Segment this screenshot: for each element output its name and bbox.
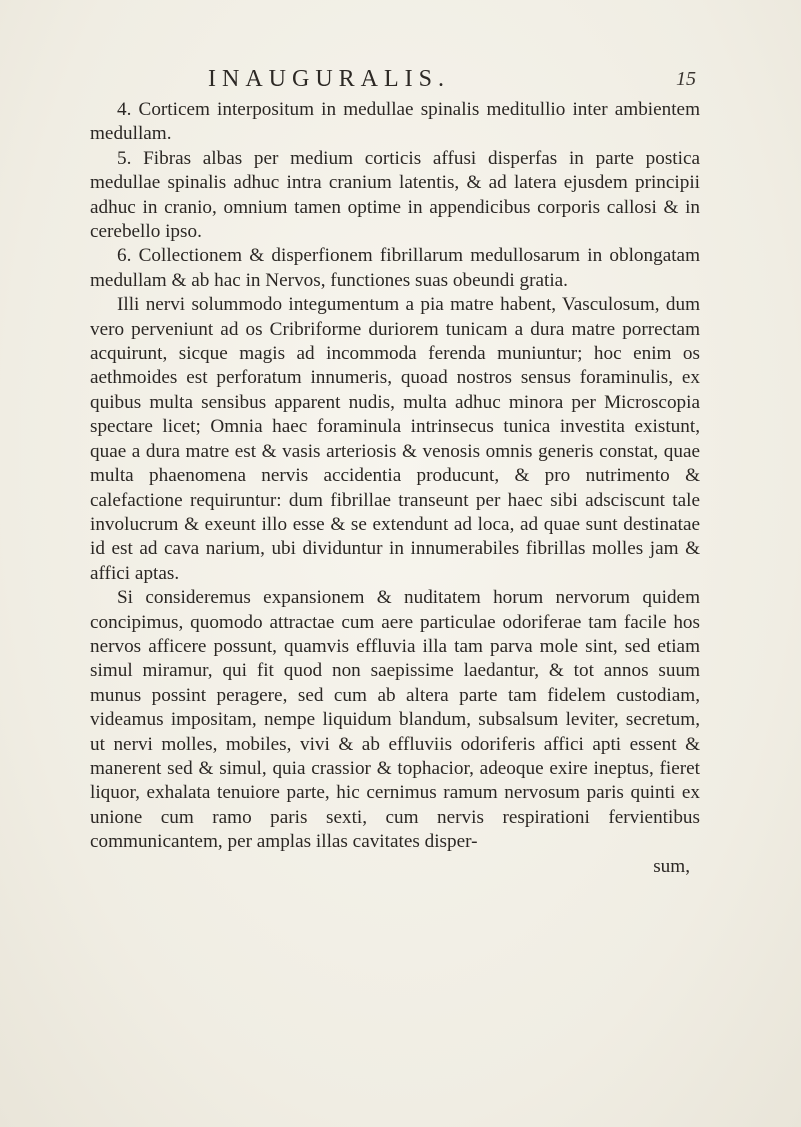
paragraph-item-5: 5. Fibras albas per medium corticis affusi disperfas in parte postica medullae spinalis adhuc intra cranium latentis, & ad latera ejusdem principii adhuc in cranio, omnium tamen optime in appendicibus corporis callosi & in cerebello ipso. xyxy=(90,147,700,243)
page-number: 15 xyxy=(676,68,696,90)
paragraph-olfactory-nerves: Illi nervi solummodo integumentum a pia matre habent, Vasculosum, dum vero perveniunt ad os Cribriforme duriorem tunicam a dura matre porrectam acquirunt, sicque magis ad incommoda ferenda muniuntur; hoc enim os aethmoides est perforatum innumeris, quoad nostros sensus foraminulis, ex quibus multa sensibus apparent nudis, multa adhuc minora per Microscopia spectare licet; Omnia haec foraminula intrinsecus tunica investita existunt, quae a dura matre est & vasis arteriosis & venosis omnis generis constat, quae multa phaenomena nervis accidentia producunt, & pro nutrimento & calefactione requiruntur: dum fibrillae transeunt per haec sibi adsciscunt tale involucrum & exeunt illo esse & se extendunt ad loca, ad quae sunt destinatae id est ad cava narium, ubi dividuntur in innumerabiles fibrillas molles jam & affici aptas. xyxy=(90,294,700,584)
catchword: sum, xyxy=(653,855,690,877)
paragraph-item-4: 4. Corticem interpositum in medullae spinalis meditullio inter ambientem medullam. xyxy=(90,99,700,145)
page-header xyxy=(0,66,801,96)
paragraph-item-6: 6. Collectionem & disperfionem fibrillarum medullosarum in oblongatam medullam & ab hac in Nervos, functiones suas obeundi gratia. xyxy=(90,245,700,291)
running-head: INAUGURALIS. xyxy=(208,66,450,92)
paragraph-expansion: Si consideremus expansionem & nuditatem horum nervorum quidem concipimus, quomodo attractae cum aere particulae odoriferae tam facile hos nervos afficere possunt, quamvis effluvia illa tam parva mole sint, sed etiam simul miramur, qui fit quod non saepissime laedantur, & tot annos suum munus possint peragere, sed cum ab altera parte tam fidelem custodiam, videamus impositam, nempe liquidum blandum, subsalsum leviter, secretum, ut nervi molles, mobiles, vivi & ab effluviis odoriferis affici apti essent & manerent sed & simul, quia crassior & tophacior, adeoque exire ineptus, fieret liquor, exhalata tenuiore parte, hic cernimus ramum nervosum paris quinti ex unione cum ramo paris sexti, cum nervis respirationi fervientibus communicantem, per amplas illas cavitates disper- xyxy=(90,587,700,853)
body-text xyxy=(90,98,700,879)
